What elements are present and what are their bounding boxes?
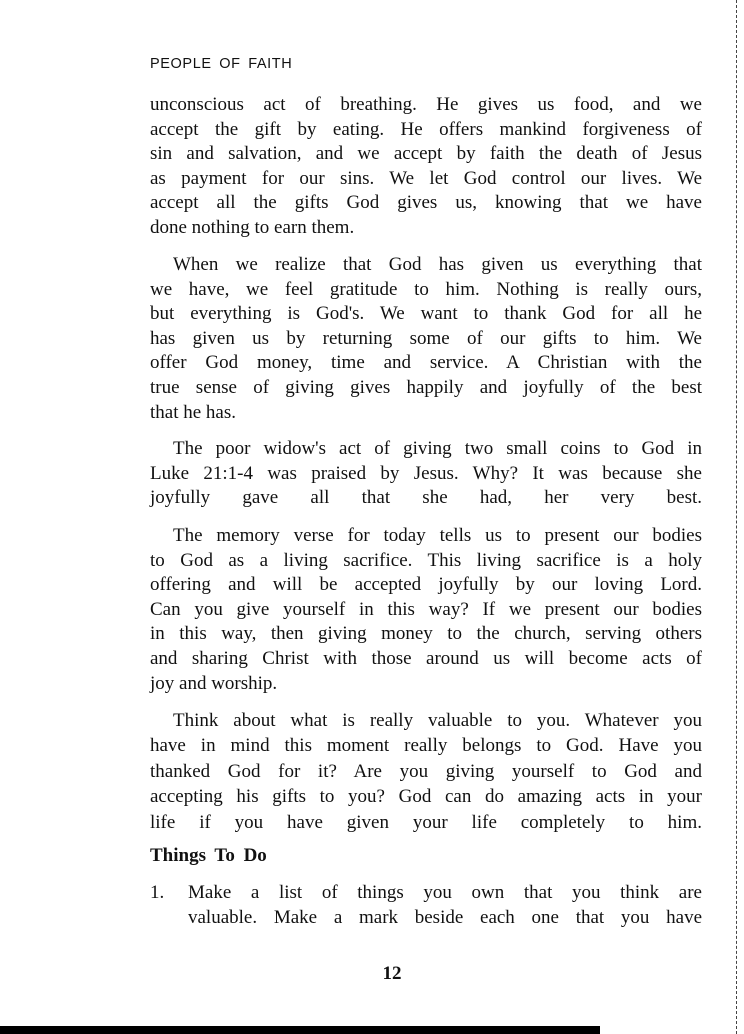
text-line: offer God money, time and service. A Christian with the — [150, 352, 702, 374]
paragraph-4 — [150, 524, 702, 696]
text-line: accepting his gifts to you? God can do amazing acts in your — [150, 786, 702, 808]
text-line: true sense of giving gives happily and joyfully of the best — [150, 376, 702, 398]
text-line: thanked God for it? Are you giving yourself to God and — [150, 760, 702, 782]
text-line: but everything is God's. We want to thank God for all he — [150, 303, 702, 325]
text-line: unconscious act of breathing. He gives us food, and we — [150, 94, 702, 115]
running-head: PEOPLE OF FAITH — [150, 56, 293, 72]
paragraph-5 — [150, 708, 702, 835]
page-number: 12 — [382, 963, 402, 984]
text-line: as payment for our sins. We let God control our lives. We — [150, 167, 702, 189]
text-line: Make a list of things you own that you think are — [188, 882, 702, 903]
text-line: done nothing to earn them. — [150, 216, 355, 238]
list-item-number: 1. — [150, 882, 165, 903]
text-line: sin and salvation, and we accept by faith the death of Jesus — [150, 143, 702, 165]
scan-edge-right — [736, 0, 739, 1034]
scan-edge-bottom — [0, 1026, 600, 1034]
text-line: Luke 21:1-4 was praised by Jesus. Why? It was because she — [150, 462, 702, 484]
paragraph-1 — [150, 93, 702, 241]
text-line: joy and worship. — [150, 672, 278, 694]
text-line: joyfully gave all that she had, her very best. — [150, 487, 702, 509]
text-line: has given us by returning some of our gifts to him. We — [150, 327, 702, 349]
text-line: that he has. — [150, 401, 237, 423]
text-line: in this way, then giving money to the church, serving others — [150, 623, 702, 645]
text-line: life if you have given your life completely to him. — [150, 811, 702, 833]
text-line: valuable. Make a mark beside each one that you have — [188, 906, 702, 928]
text-line: Can you give yourself in this way? If we present our bodies — [150, 598, 702, 620]
text-line: to God as a living sacrifice. This living sacrifice is a holy — [150, 549, 702, 571]
text-line: offering and will be accepted joyfully by our loving Lord. — [150, 574, 702, 596]
text-line: and sharing Christ with those around us will become acts of — [150, 647, 702, 669]
text-line: The poor widow's act of giving two small coins to God in — [173, 438, 702, 459]
text-line: accept all the gifts God gives us, knowing that we have — [150, 192, 702, 214]
paragraph-3 — [150, 437, 702, 511]
section-heading: Things To Do — [150, 845, 267, 866]
text-line: Think about what is really valuable to you. Whatever you — [173, 710, 702, 731]
text-line: we have, we feel gratitude to him. Nothing is really ours, — [150, 278, 702, 300]
paragraph-2 — [150, 253, 702, 425]
text-line: have in mind this moment really belongs to God. Have you — [150, 735, 702, 757]
text-line: When we realize that God has given us everything that — [173, 254, 702, 275]
list-item — [150, 881, 702, 930]
text-line: accept the gift by eating. He offers mankind forgiveness of — [150, 118, 702, 140]
text-line: The memory verse for today tells us to present our bodies — [173, 525, 702, 546]
